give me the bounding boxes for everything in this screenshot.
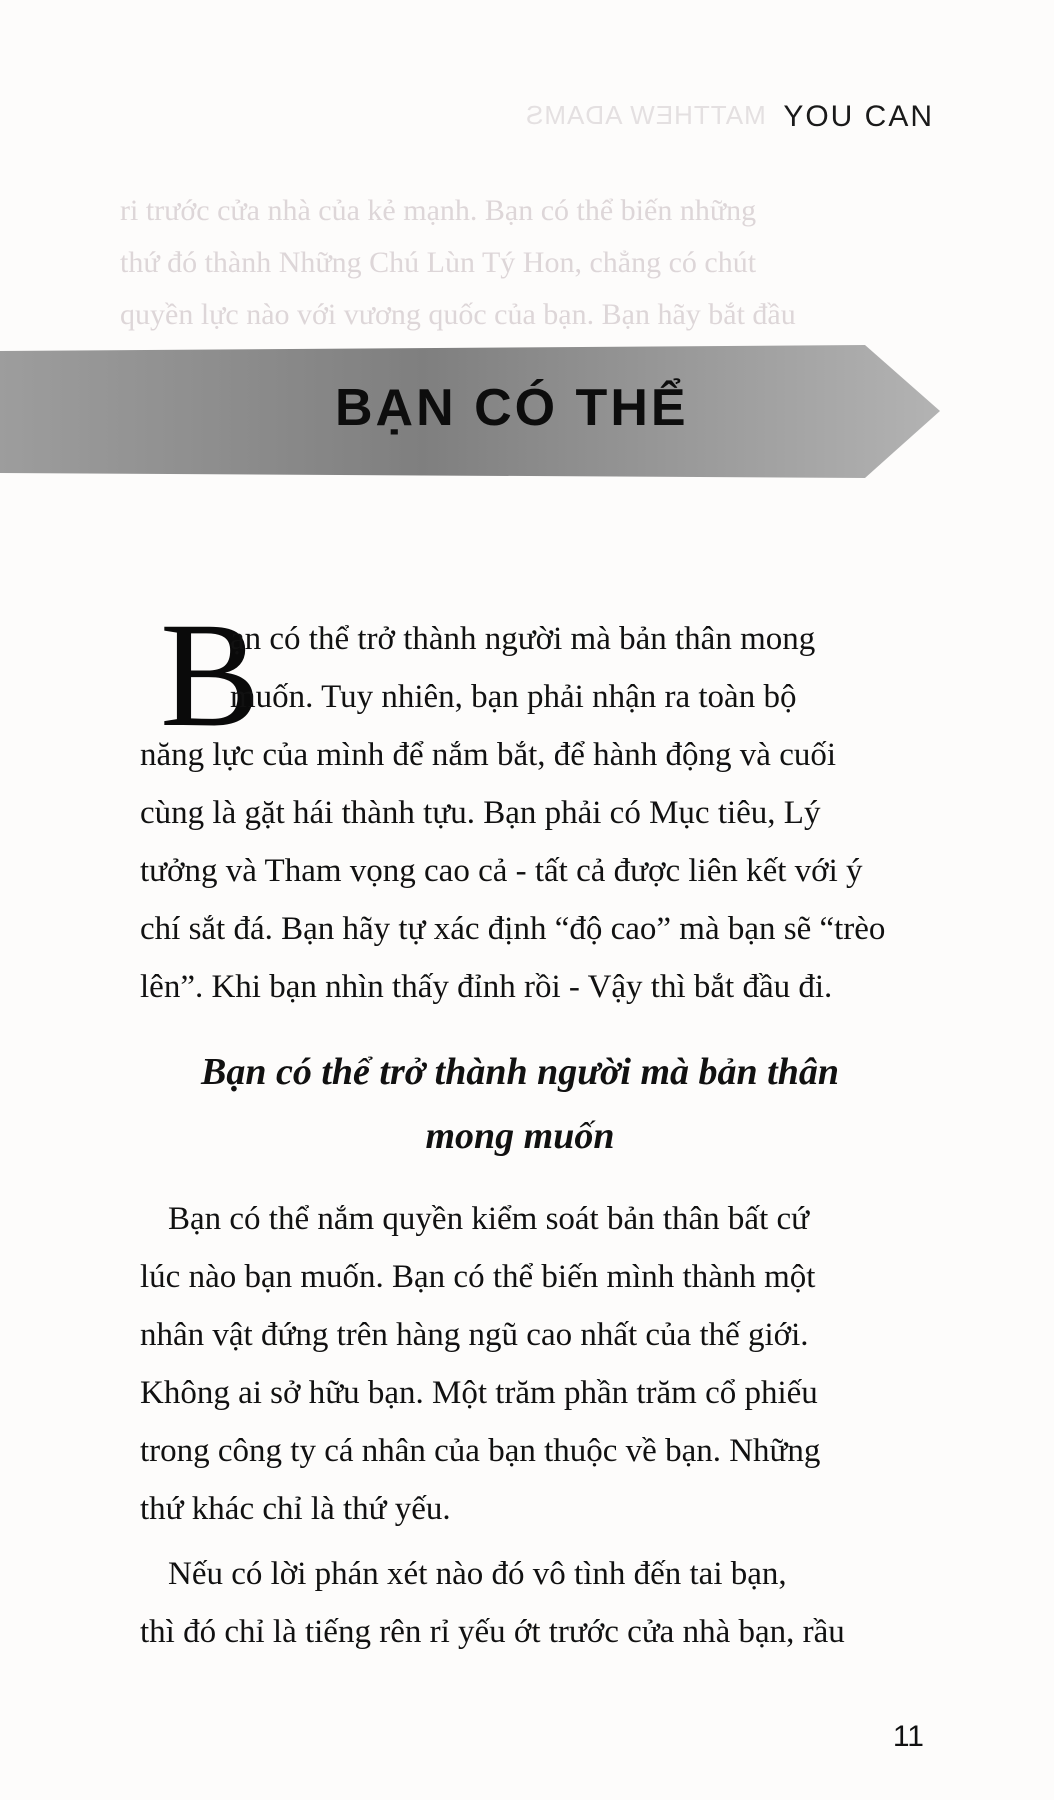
text-line: Bạn có thể nắm quyền kiểm soát bản thân bất cứ [168, 1201, 810, 1237]
text-line: lúc nào bạn muốn. Bạn có thể biến mình thành một [140, 1259, 816, 1295]
chapter-banner [0, 345, 940, 478]
bleed-line: ri trước cửa nhà của kẻ mạnh. Bạn có thể biến những [120, 194, 757, 227]
page-number: 11 [892, 1720, 924, 1753]
text-line: lên”. Khi bạn nhìn thấy đỉnh rồi - Vậy thì bắt đầu đi. [140, 969, 833, 1005]
ghost-running-header: MATTHEW ADAMS [525, 100, 766, 130]
chapter-title: BẠN CÓ THỂ [335, 379, 689, 437]
paragraph-3 [140, 1545, 900, 1661]
drop-cap: B [160, 592, 261, 758]
text-line: Không ai sở hữu bạn. Một trăm phần trăm cổ phiếu [140, 1375, 818, 1411]
text-line: năng lực của mình để nắm bắt, để hành động và cuối [140, 737, 837, 773]
text-line: thì đó chỉ là tiếng rên rỉ yếu ớt trước cửa nhà bạn, rầu [140, 1614, 845, 1650]
text-line: trong công ty cá nhân của bạn thuộc về bạn. Những [140, 1433, 821, 1469]
text-line: nhân vật đứng trên hàng ngũ cao nhất của thế giới. [140, 1317, 809, 1353]
text-line: muốn. Tuy nhiên, bạn phải nhận ra toàn bộ [230, 679, 797, 715]
text-line: cùng là gặt hái thành tựu. Bạn phải có Mục tiêu, Lý [140, 795, 821, 831]
bleed-line: thứ đó thành Những Chú Lùn Tý Hon, chẳng có chút [120, 246, 757, 279]
paragraph-2 [140, 1190, 900, 1538]
bleed-line: quyền lực nào với vương quốc của bạn. Bạn hãy bắt đầu [120, 298, 796, 331]
text-line: chí sắt đá. Bạn hãy tự xác định “độ cao” mà bạn sẽ “trèo [140, 911, 886, 947]
section-subheading [120, 1040, 920, 1168]
subheading-line: Bạn có thể trở thành người mà bản thân [201, 1051, 839, 1093]
text-line: thứ khác chỉ là thứ yếu. [140, 1491, 451, 1527]
paragraph-1 [140, 610, 900, 1016]
subheading-line: mong muốn [425, 1115, 615, 1157]
text-line: tưởng và Tham vọng cao cả - tất cả được liên kết với ý [140, 853, 863, 889]
running-header: YOU CAN [783, 100, 934, 133]
text-line: Nếu có lời phán xét nào đó vô tình đến tai bạn, [168, 1556, 787, 1592]
text-line: ạn có thể trở thành người mà bản thân mong [230, 621, 816, 657]
